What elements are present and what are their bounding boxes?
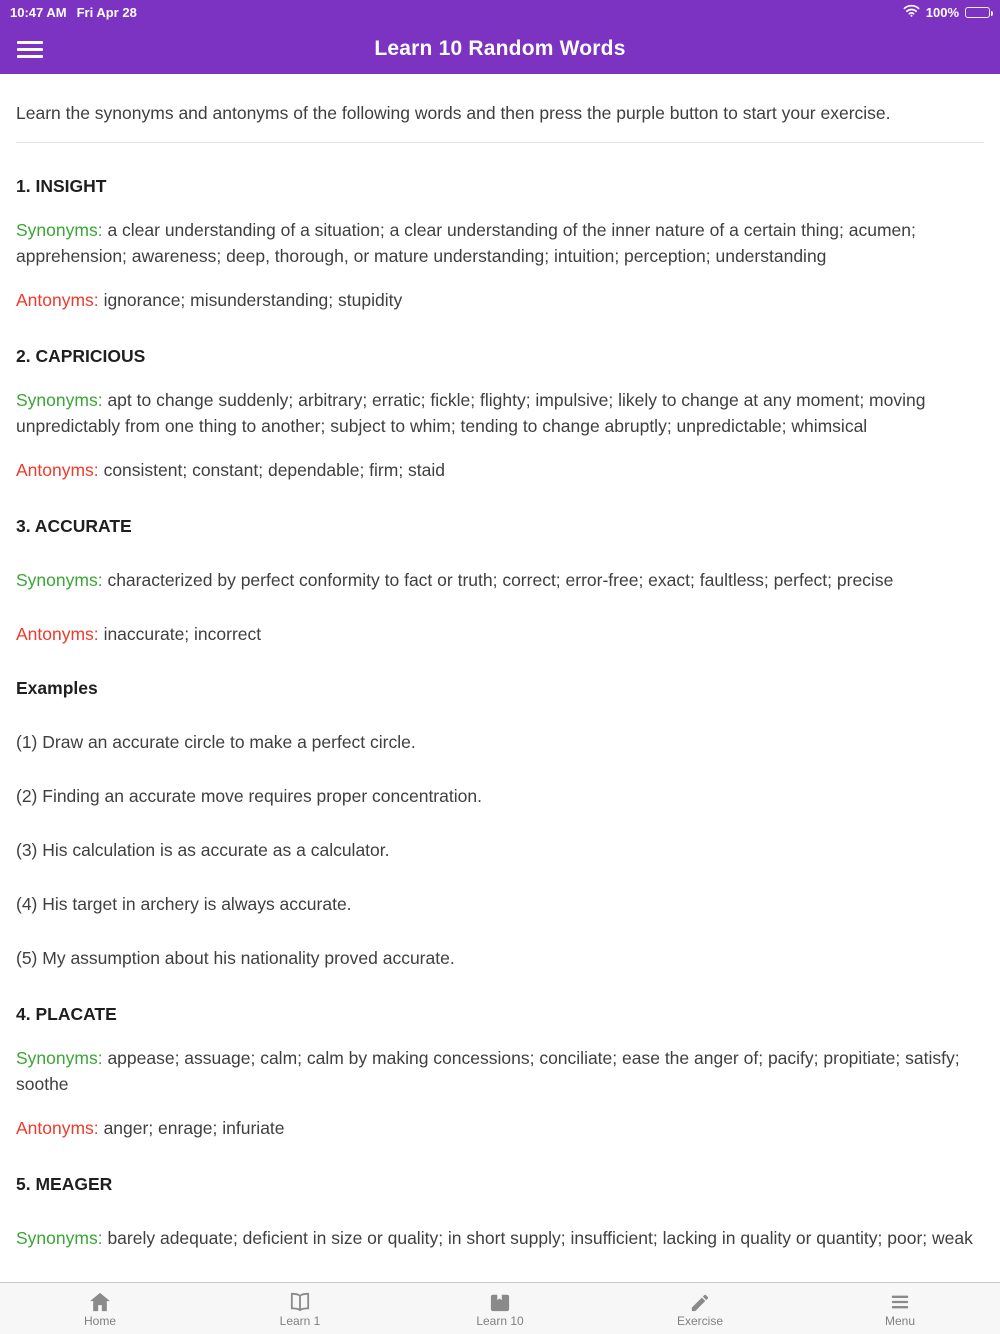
tab-label: Home: [83, 1314, 116, 1328]
synonyms-line: [16, 387, 984, 439]
synonyms-text: a clear understanding of a situation; a clear understanding of the inner nature of a certain thing; acumen; apprehension; awareness; deep, thorough, or mature understanding; intuition; perception; understanding: [16, 220, 916, 266]
synonyms-text: appease; assuage; calm; calm by making concessions; conciliate; ease the anger of; pacify; propitiate; satisfy; soothe: [16, 1048, 960, 1094]
word-section: [16, 343, 984, 483]
example-sentence: (1) Draw an accurate circle to make a perfect circle.: [16, 732, 416, 752]
synonyms-line: [16, 567, 984, 593]
word-section: [16, 1001, 984, 1141]
synonyms-label: Synonyms:: [16, 220, 103, 240]
tab-label: Learn 10: [476, 1314, 524, 1328]
tab-label: Exercise: [676, 1314, 723, 1328]
antonyms-line: [16, 1115, 984, 1141]
examples-heading: Examples: [16, 678, 98, 698]
antonyms-line: [16, 287, 984, 313]
learn-1-icon: [289, 1292, 311, 1312]
antonyms-line: [16, 457, 984, 483]
status-bar: [0, 0, 1000, 24]
example-sentence: (4) His target in archery is always accurate.: [16, 894, 352, 914]
word-section: [16, 173, 984, 313]
status-time: 10:47 AM: [10, 4, 67, 20]
tab-learn-10[interactable]: [400, 1283, 600, 1334]
battery-percent: 100%: [925, 4, 959, 20]
antonyms-text: inaccurate; incorrect: [103, 624, 262, 644]
status-date: Fri Apr 28: [76, 4, 137, 20]
example-sentence: (5) My assumption about his nationality proved accurate.: [16, 948, 455, 968]
learn-10-icon: [489, 1292, 511, 1312]
antonyms-label: Antonyms:: [16, 460, 99, 480]
exercise-icon: [689, 1292, 711, 1312]
word-heading: 2. CAPRICIOUS: [16, 346, 146, 366]
page-title: Learn 10 Random Words: [374, 37, 626, 60]
tab-bar: [0, 1282, 1000, 1334]
tab-exercise[interactable]: [600, 1283, 800, 1334]
home-icon: [89, 1292, 111, 1312]
synonyms-text: barely adequate; deficient in size or quality; in short supply; insufficient; lacking in quality or quantity; poor; weak: [107, 1228, 973, 1248]
word-heading: 1. INSIGHT: [16, 176, 107, 196]
word-section: [16, 1171, 984, 1251]
synonyms-label: Synonyms:: [16, 1228, 103, 1248]
divider: [16, 142, 984, 143]
synonyms-line: [16, 1225, 984, 1251]
word-heading: 5. MEAGER: [16, 1174, 113, 1194]
app-header: [0, 24, 1000, 74]
example-sentence: (3) His calculation is as accurate as a calculator.: [16, 840, 390, 860]
antonyms-label: Antonyms:: [16, 1118, 99, 1138]
menu-icon: [889, 1292, 911, 1312]
wifi-icon: [903, 4, 920, 20]
battery-icon: [965, 7, 990, 18]
antonyms-line: [16, 621, 984, 647]
antonyms-text: anger; enrage; infuriate: [103, 1118, 285, 1138]
tab-home[interactable]: [0, 1283, 200, 1334]
example-sentence: (2) Finding an accurate move requires proper concentration.: [16, 786, 482, 806]
tab-label: Menu: [884, 1314, 916, 1328]
word-heading: 4. PLACATE: [16, 1004, 117, 1024]
antonyms-label: Antonyms:: [16, 290, 99, 310]
antonyms-text: ignorance; misunderstanding; stupidity: [103, 290, 403, 310]
synonyms-label: Synonyms:: [16, 570, 103, 590]
tab-menu[interactable]: [800, 1283, 1000, 1334]
intro-text: Learn the synonyms and antonyms of the following words and then press the purple button to start your exercise.: [16, 103, 891, 123]
word-sections: [16, 173, 984, 1251]
antonyms-label: Antonyms:: [16, 624, 99, 644]
tab-learn-1[interactable]: [200, 1283, 400, 1334]
word-heading: 3. ACCURATE: [16, 516, 132, 536]
hamburger-menu-icon[interactable]: [17, 41, 43, 58]
word-section: [16, 513, 984, 971]
content-area[interactable]: [0, 74, 1000, 1251]
tab-label: Learn 1: [279, 1314, 321, 1328]
synonyms-line: [16, 217, 984, 269]
synonyms-text: apt to change suddenly; arbitrary; erratic; fickle; flighty; impulsive; likely to change at any moment; moving unpredictably from one thing to another; subject to whim; tending to change abruptly; unpredictable; whimsical: [16, 390, 926, 436]
synonyms-label: Synonyms:: [16, 1048, 103, 1068]
antonyms-text: consistent; constant; dependable; firm; staid: [103, 460, 446, 480]
synonyms-label: Synonyms:: [16, 390, 103, 410]
synonyms-text: characterized by perfect conformity to fact or truth; correct; error-free; exact; faultless; perfect; precise: [107, 570, 894, 590]
synonyms-line: [16, 1045, 984, 1097]
